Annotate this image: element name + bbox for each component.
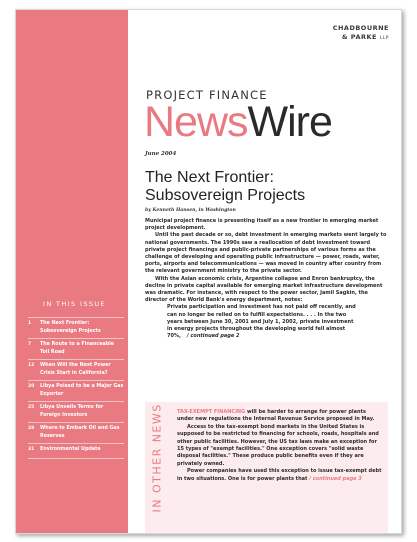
masthead-wire: Wire xyxy=(247,98,332,146)
toc-title: The Route to a Financeable Toll Road xyxy=(40,342,115,355)
toc-page-number: 28 xyxy=(28,426,35,431)
article-quote xyxy=(145,304,357,340)
toc-page-number: 20 xyxy=(28,384,35,389)
toc-title: The Next Frontier: Subsovereign Projects xyxy=(40,321,101,334)
sidebar xyxy=(16,10,128,533)
toc-page-number: 1 xyxy=(28,321,32,326)
firm-name-line1: CHADBOURNE xyxy=(332,24,389,32)
headline-line-2: Subsovereign Projects xyxy=(145,187,306,204)
firm-name-parke: & PARKE xyxy=(341,33,377,41)
toc-item[interactable] xyxy=(28,359,124,380)
masthead-news: News xyxy=(144,98,248,146)
toc-item[interactable] xyxy=(28,443,124,459)
toc-item[interactable] xyxy=(28,380,124,401)
firm-name-line2 xyxy=(333,33,389,43)
toc-page-number: 12 xyxy=(28,363,35,368)
toc-title: Libya Poised to be a Major Gas Exporter xyxy=(40,384,124,397)
continued-link[interactable]: / continued page 2 xyxy=(186,333,240,340)
masthead-title xyxy=(144,98,332,146)
article-paragraph: Until the past decade or so, debt investment in emerging markets went largely to national governments. The 1990s saw a reallocation of debt investment toward private project financings and public-private partnerships of various forms as the challenge of developing and operating public infrastructure — power, roads, water, ports, airports and telecommunications — was moved in country after country from the relevant government ministry to the private sector. xyxy=(145,232,387,275)
article-byline: by Kenneth Hansen, in Washington xyxy=(145,208,236,213)
toc-page-number: 25 xyxy=(28,405,35,410)
other-news-body xyxy=(177,409,383,483)
toc-title: Libya Unveils Terms for Foreign Investors xyxy=(40,405,104,418)
toc-page-number: 31 xyxy=(28,447,35,452)
toc-list xyxy=(28,317,124,459)
other-news-label xyxy=(145,402,169,533)
toc-item[interactable] xyxy=(28,338,124,359)
other-news-paragraph xyxy=(177,468,383,483)
toc-item[interactable] xyxy=(28,422,124,443)
toc-title: Where to Embark Oil and Gas Reserves xyxy=(40,426,120,439)
firm-llp: LLP xyxy=(379,36,389,41)
headline-line-1: The Next Frontier: xyxy=(145,169,274,186)
article-body xyxy=(145,218,391,340)
other-news-label-text: IN OTHER NEWS xyxy=(150,403,164,513)
other-news-text: will be harder to arrange for power plants under new regulations the Internal Revenue Service proposed in May. xyxy=(177,409,375,423)
toc-title: When Will the Next Power Crisis Start in California? xyxy=(40,363,111,376)
quote-text: Private participation and investment has not paid off recently, and can no longer be relied on to fulfill expectations. . . . In the two years between June 30, 2001 and July 1, 2002, private investment in energy projects throughout the developing world fell almost 70%, xyxy=(167,304,356,340)
firm-logo xyxy=(333,24,389,43)
masthead-kicker: PROJECT FINANCE xyxy=(146,88,268,102)
other-news-lead: TAX-EXEMPT FINANCING xyxy=(177,409,246,415)
toc-page-number: 7 xyxy=(28,342,32,347)
other-news-text: Power companies have used this exception to issue tax-exempt debt in two situations. One is for power plants that xyxy=(177,468,382,482)
toc-item[interactable] xyxy=(28,317,124,338)
other-news-paragraph xyxy=(177,409,383,424)
toc-title: Environmental Update xyxy=(40,447,101,452)
toc-item[interactable] xyxy=(28,401,124,422)
toc-heading: IN THIS ISSUE xyxy=(43,300,107,308)
newsletter-page xyxy=(15,9,402,534)
other-news-paragraph: Access to the tax-exempt bond markets in the United States is supposed to be restricted to financing for schools, roads, hospitals and other public facilities. However, the US tax laws make an exception for 15 types of "exempt facilities." One exception covers "solid waste disposal facilities." These produce public benefits even if they are privately owned. xyxy=(177,423,379,467)
continued-link[interactable]: / continued page 3 xyxy=(309,475,362,482)
article-headline xyxy=(145,169,385,205)
article-paragraph: With the Asian economic crisis, Argentine collapse and Enron bankruptcy, the decline in private capital available for emerging market infrastructure development was dramatic. For instance, with respect to the power sector, Jamil Sagkin, the director of the World Bank's energy department, notes: xyxy=(145,275,383,304)
article-paragraph: Municipal project finance is presenting itself as a new frontier in emerging market project development. xyxy=(145,218,379,232)
issue-date: June 2004 xyxy=(145,151,177,157)
